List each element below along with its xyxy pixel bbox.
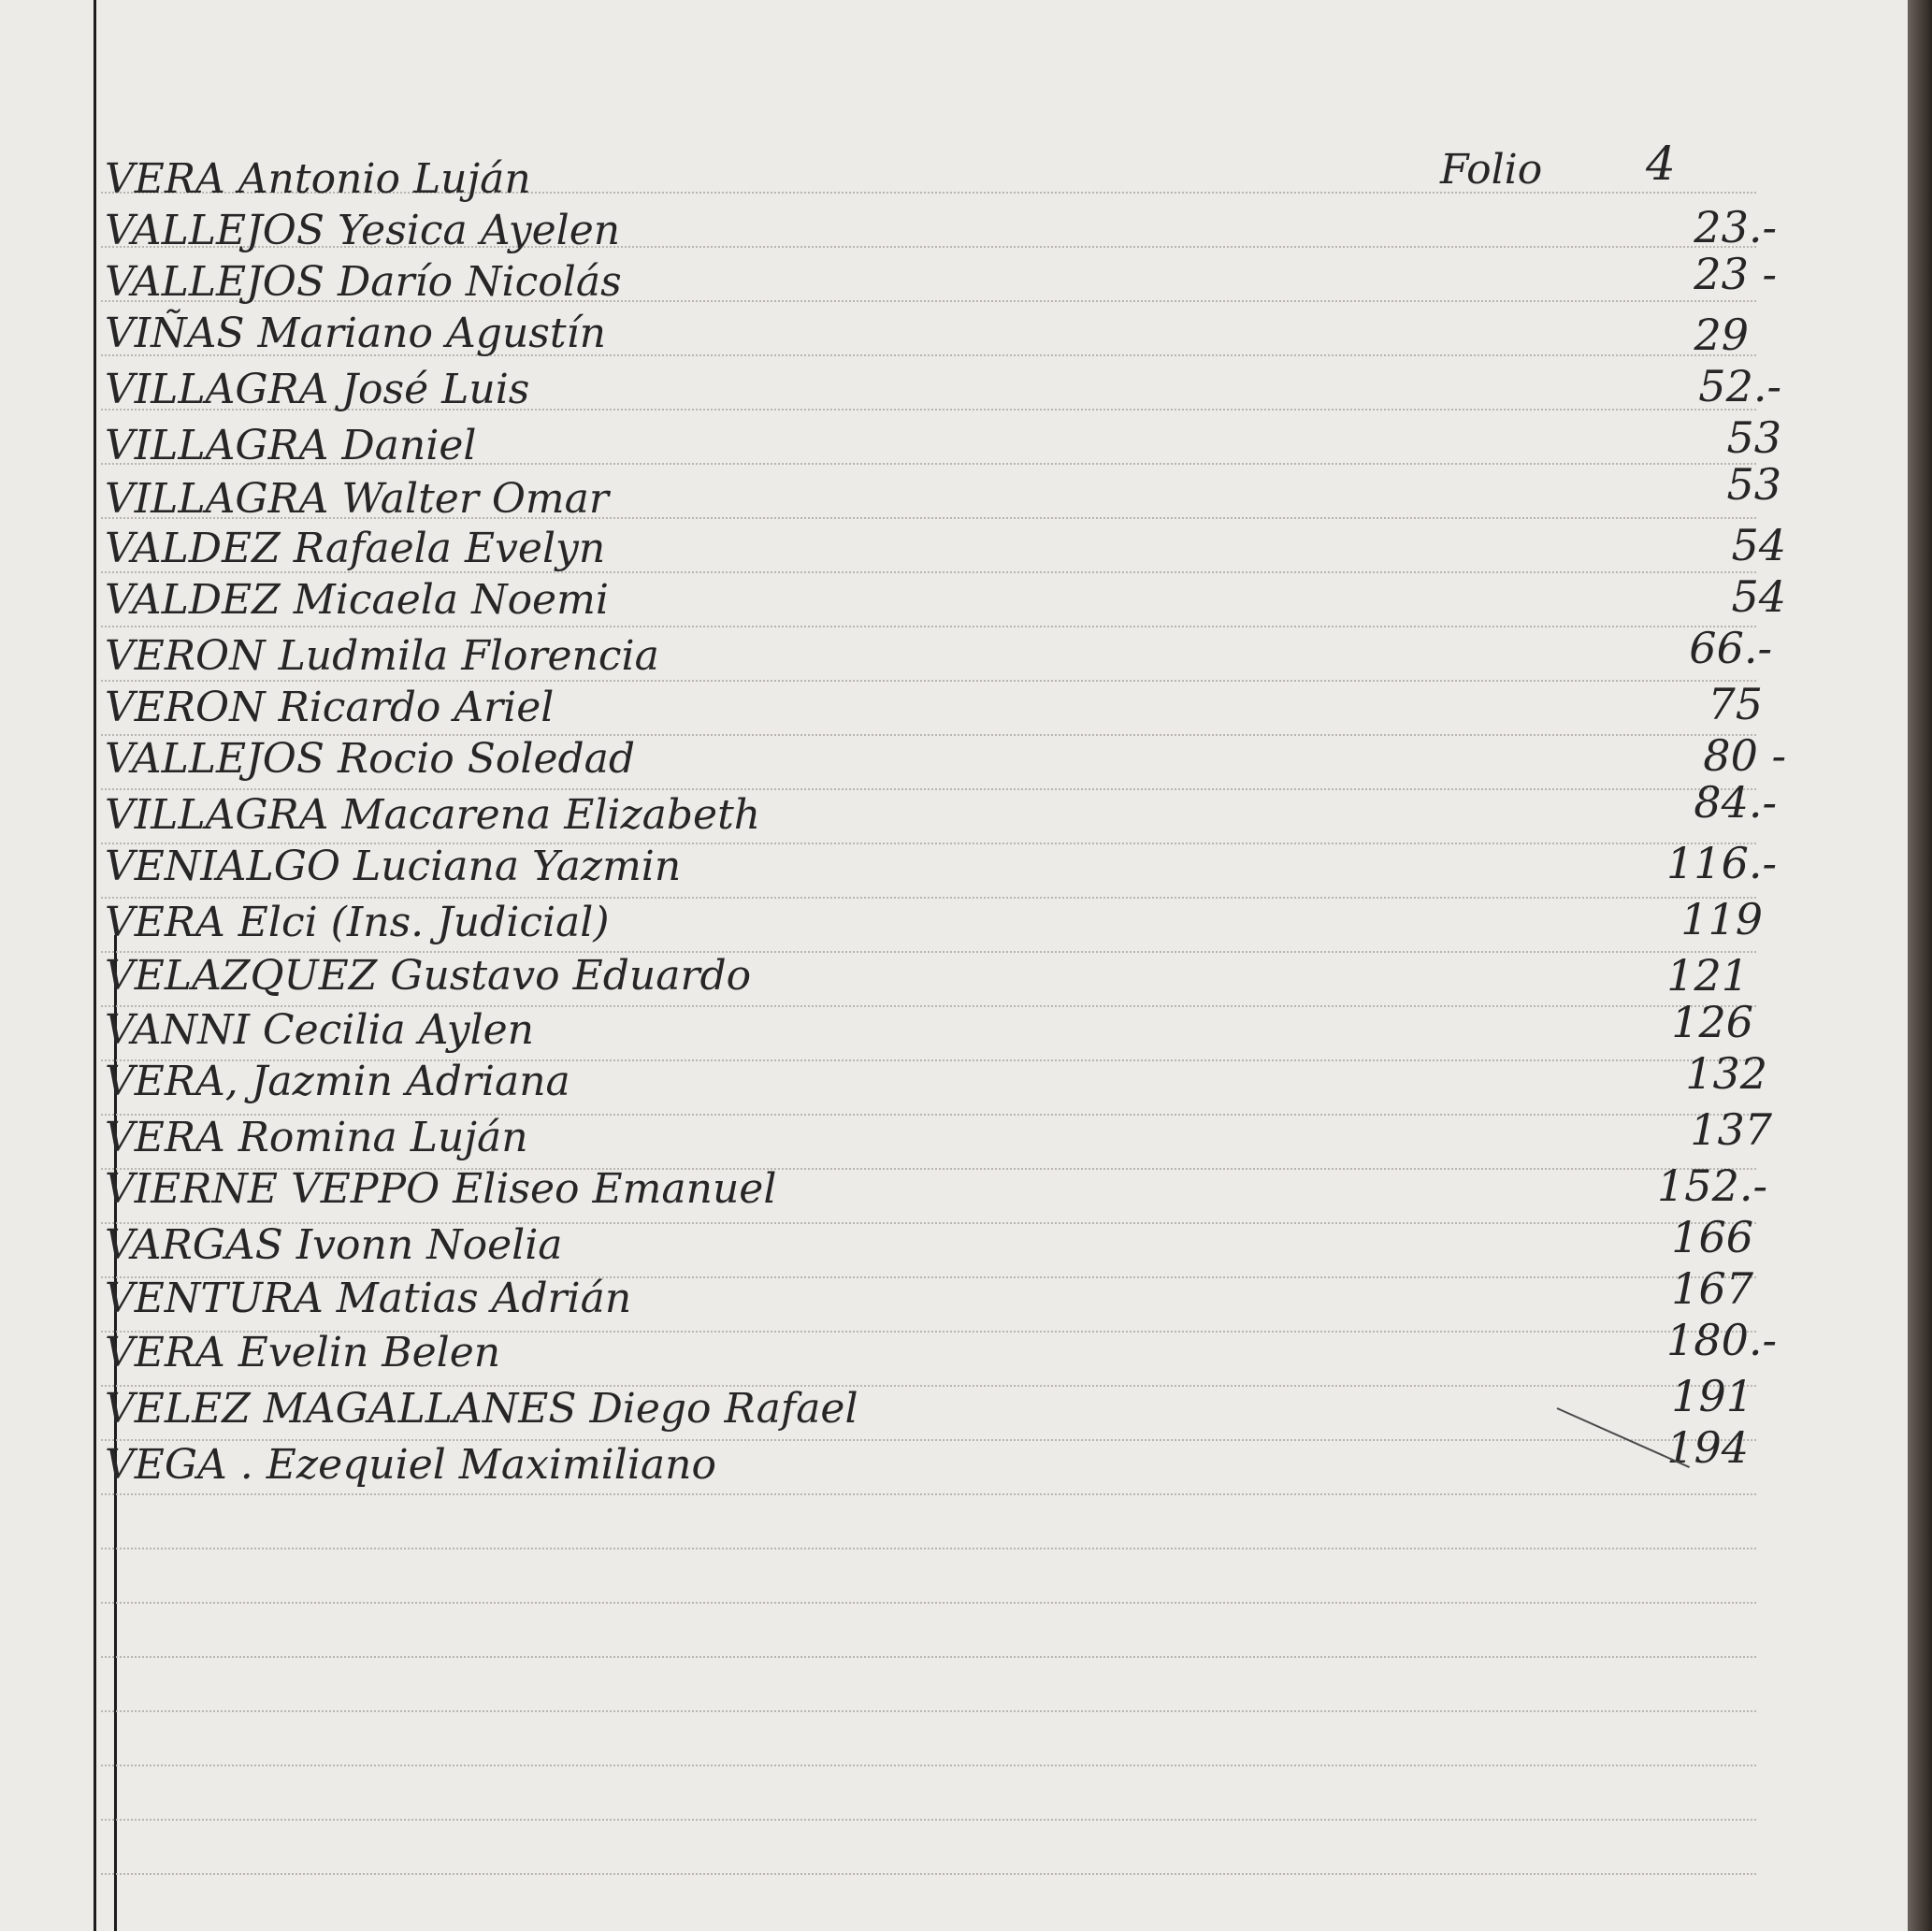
entry-folio: 166 — [1671, 1212, 1753, 1262]
ruled-line — [101, 1656, 1756, 1658]
entry-name: VALLEJOS Rocio Soledad — [105, 735, 636, 783]
entry-folio: 191 — [1671, 1371, 1753, 1421]
ruled-line — [101, 1819, 1756, 1821]
ruled-line — [101, 1493, 1756, 1495]
entry-folio: 66.- — [1689, 623, 1772, 673]
entry-folio: 126 — [1671, 997, 1753, 1047]
ruled-line — [101, 1602, 1756, 1604]
entry-name: VALDEZ Rafaela Evelyn — [105, 525, 606, 572]
entry-name: VELAZQUEZ Gustavo Eduardo — [105, 952, 752, 1000]
entry-folio: 52.- — [1698, 361, 1781, 411]
entry-name: VERON Ricardo Ariel — [105, 684, 555, 731]
entry-folio: 23.- — [1694, 202, 1777, 252]
entry-name: VILLAGRA Macarena Elizabeth — [105, 791, 761, 839]
entry-folio: 80 - — [1703, 730, 1786, 781]
entry-name: VERA, Jazmin Adriana — [105, 1058, 570, 1105]
ruled-line — [101, 1873, 1756, 1875]
entry-folio: 121 — [1666, 950, 1749, 1001]
entry-name: VILLAGRA José Luis — [105, 366, 530, 413]
entry-name: VALLEJOS Yesica Ayelen — [105, 207, 621, 254]
ruled-line — [101, 1548, 1756, 1549]
entry-name: VELEZ MAGALLANES Diego Rafael — [105, 1385, 858, 1433]
entry-folio: 53 — [1726, 459, 1781, 510]
entry-name: VILLAGRA Walter Omar — [105, 475, 609, 523]
margin-line — [94, 0, 96, 1931]
entry-folio: 119 — [1680, 894, 1763, 944]
entry-name: VENIALGO Luciana Yazmin — [105, 843, 682, 890]
entry-folio: 152.- — [1657, 1160, 1767, 1211]
entry-folio: 180.- — [1666, 1315, 1777, 1365]
folio-header-value: 4 — [1646, 137, 1676, 191]
entry-folio: 137 — [1690, 1104, 1772, 1155]
entry-name: VEGA . Ezequiel Maximiliano — [105, 1441, 716, 1489]
notebook-binding — [1908, 0, 1932, 1931]
entry-name: VERA Romina Luján — [105, 1114, 528, 1161]
entry-name: VENTURA Matias Adrián — [105, 1275, 632, 1322]
entry-folio: 132 — [1685, 1048, 1767, 1099]
entry-name: VERA Antonio Luján — [105, 155, 531, 203]
ruled-line — [101, 788, 1756, 790]
entry-folio: 75 — [1708, 679, 1763, 729]
ruled-line — [101, 1710, 1756, 1712]
entry-folio: 116.- — [1666, 838, 1777, 888]
ruled-line — [101, 626, 1756, 627]
entry-name: VANNI Cecilia Aylen — [105, 1006, 535, 1054]
entry-name: VALDEZ Micaela Noemi — [105, 576, 609, 624]
entry-name: VERON Ludmila Florencia — [105, 632, 659, 680]
entry-folio: 23 - — [1694, 249, 1777, 299]
entry-folio: 167 — [1671, 1263, 1753, 1314]
entry-name: VERA Elci (Ins. Judicial) — [105, 899, 610, 946]
ruled-line — [101, 680, 1756, 682]
entry-name: VERA Evelin Belen — [105, 1329, 501, 1376]
entry-folio: 53 — [1726, 412, 1781, 463]
entry-folio: 84.- — [1694, 777, 1777, 828]
entry-name: VILLAGRA Daniel — [105, 422, 477, 469]
entry-folio: 194 — [1666, 1422, 1749, 1473]
entry-folio: 54 — [1731, 571, 1786, 622]
entry-name: VIERNE VEPPO Eliseo Emanuel — [105, 1165, 777, 1213]
ruled-line — [101, 1765, 1756, 1766]
entry-name: VIÑAS Mariano Agustín — [105, 310, 606, 357]
entry-folio: 54 — [1731, 520, 1786, 570]
folio-label: Folio — [1440, 146, 1543, 194]
entry-name: VALLEJOS Darío Nicolás — [105, 258, 622, 306]
entry-name: VARGAS Ivonn Noelia — [105, 1221, 563, 1269]
entry-folio: 29 — [1694, 310, 1749, 360]
